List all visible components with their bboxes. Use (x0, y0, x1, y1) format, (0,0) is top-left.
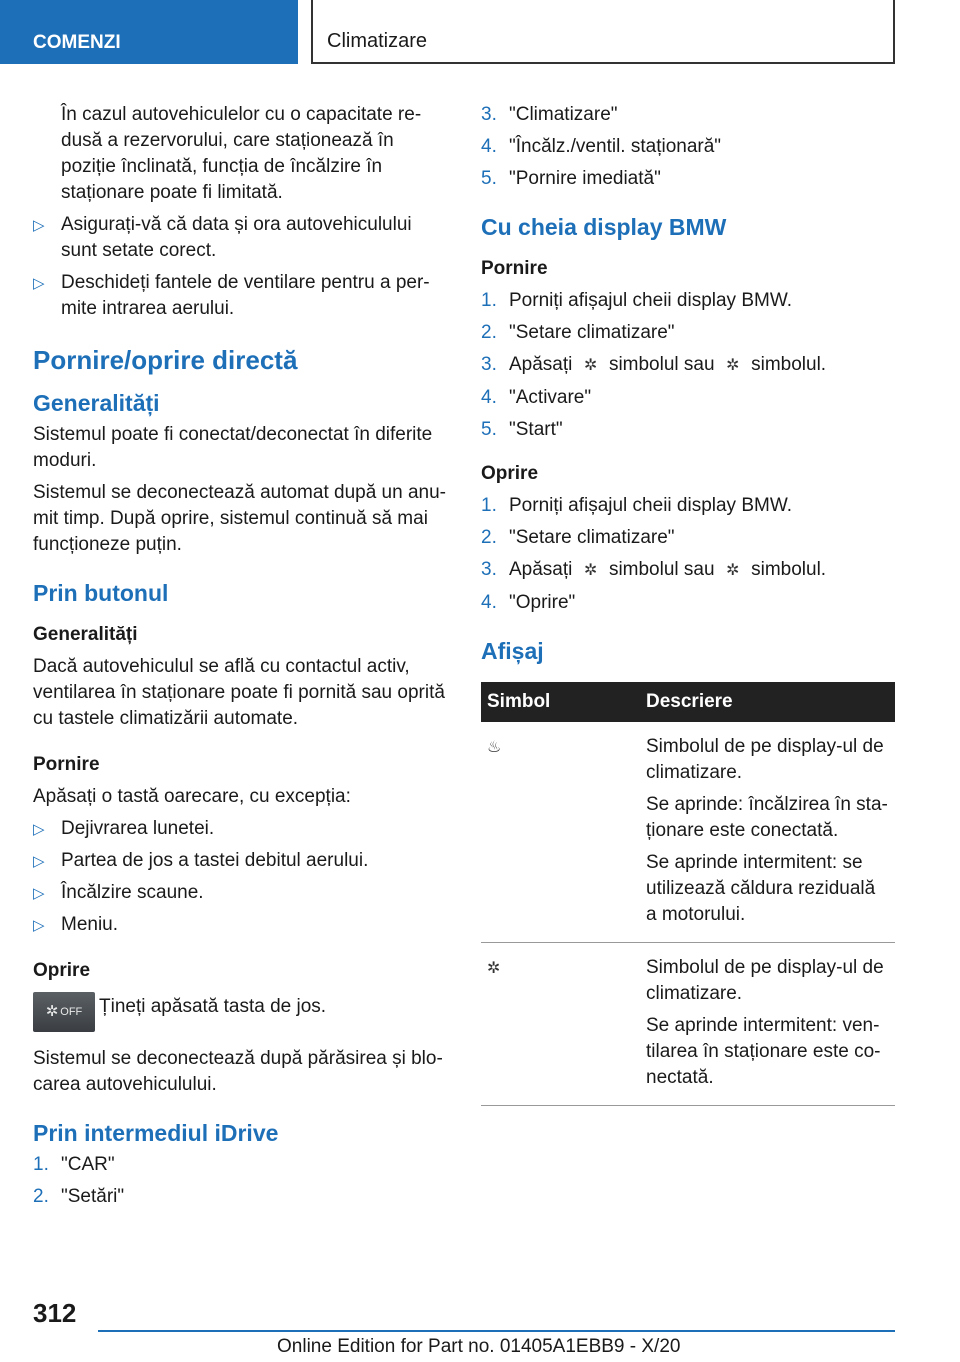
heading-generalitati: Generalități (33, 390, 160, 416)
page-number: 312 (33, 1298, 77, 1328)
column-header-simbol: Simbol (481, 682, 638, 722)
symbol-table (481, 682, 895, 1106)
fan-icon: ✲ (487, 960, 501, 977)
right-column (481, 102, 895, 1106)
triangle-bullet-icon: ▷ (33, 917, 45, 934)
list-item: ▷ Dejivrarea lunetei. (33, 816, 448, 842)
table-header-row (481, 682, 895, 722)
paragraph: Sistemul se deconectează automat după un anu-mit timp. După oprire, sistemul continuă să mai funcționeze puțin. (33, 482, 446, 555)
list-item: 1. "CAR" (33, 1154, 115, 1175)
off-button-row (33, 992, 448, 1032)
list-item: 4. "Încălz./ventil. staționară" (481, 136, 722, 157)
subheading-oprire: Oprire (33, 960, 91, 981)
subheading-pornire: Pornire (33, 754, 100, 775)
heading-idrive: Prin intermediul iDrive (33, 1120, 279, 1146)
symbol-cell (481, 943, 638, 1106)
description-cell: Simbolul de pe display-ul de climatizare. Se aprinde: încălzirea în sta-ționare este conectată. Se aprinde intermitent: se utilizează căldura reziduală a motorului. (638, 722, 895, 943)
off-label: OFF (60, 1006, 83, 1018)
subheading-oprire: Oprire (481, 463, 539, 484)
list-item: 2. "Setare climatizare" (481, 527, 675, 548)
triangle-bullet-icon: ▷ (33, 853, 45, 870)
fan-icon: ✲ (583, 562, 598, 579)
list-item: 3. Apăsați ✲ simbolul sau ✲ simbolul. (481, 352, 895, 379)
paragraph: Dacă autovehiculul se află cu contactul activ, ventilarea în staționare poate fi pornită sau oprită cu tastele climatizării automate. (33, 656, 445, 729)
paragraph: Sistemul se deconectează după părăsirea și blo-carea autovehiculului. (33, 1048, 443, 1095)
fan-icon: ✲ (45, 1003, 59, 1020)
page-title: Climatizare (311, 0, 895, 64)
list-item: 2. "Setări" (33, 1186, 125, 1207)
list-item: 5. "Pornire imediată" (481, 168, 661, 189)
heading-afisaj: Afișaj (481, 638, 544, 664)
list-item: ▷ Meniu. (33, 912, 448, 938)
list-item: 4. "Oprire" (481, 592, 576, 613)
left-column (33, 102, 448, 1216)
list-item: 3. "Climatizare" (481, 104, 618, 125)
heating-icon: ♨ (487, 739, 502, 756)
column-header-descriere: Descriere (638, 682, 895, 722)
list-item: ▷ Asigurați-vă că data și ora autovehiculului sunt setate corect. (33, 214, 412, 261)
list-item: ▷ Deschideți fantele de ventilare pentru a per-mite intrarea aerului. (33, 272, 430, 319)
description-cell: Simbolul de pe display-ul de climatizare. Se aprinde intermitent: ven-tilarea în staționare este co-nectată. (638, 943, 895, 1106)
intro-text: În cazul autovehiculelor cu o capacitate re-dusă a rezervorului, care staționează în poziție înclinată, funcția de încălzire în staționare poate fi limitată. (61, 104, 422, 203)
footer-edition: Online Edition for Part no. 01405A1EBB9 - X/20 (277, 1336, 681, 1357)
table-row (481, 943, 895, 1106)
list-item: 1. Porniți afișajul cheii display BMW. (481, 290, 792, 311)
heading-direct-start: Pornire/oprire directă (33, 345, 298, 375)
triangle-bullet-icon: ▷ (33, 275, 45, 292)
list-item: 5. "Start" (481, 419, 563, 440)
heading-display-key: Cu cheia display BMW (481, 214, 727, 240)
table-row (481, 722, 895, 943)
fan-icon: ✲ (583, 357, 598, 374)
list-item: ▷ Încălzire scaune. (33, 880, 448, 906)
paragraph: Țineți apăsată tasta de jos. (99, 996, 327, 1017)
fan-heat-icon: ✲ (726, 357, 740, 374)
triangle-bullet-icon: ▷ (33, 821, 45, 838)
heading-prin-butonul: Prin butonul (33, 580, 169, 606)
triangle-bullet-icon: ▷ (33, 217, 45, 234)
section-tab: COMENZI (0, 0, 298, 64)
list-item: 3. Apăsați ✲ simbolul sau ✲ simbolul. (481, 557, 895, 584)
list-item: ▷ Partea de jos a tastei debitul aerului. (33, 848, 448, 874)
symbol-cell (481, 722, 638, 943)
list-item: 4. "Activare" (481, 387, 592, 408)
subheading-generalitati: Generalități (33, 624, 138, 645)
fan-heat-icon: ✲ (726, 562, 740, 579)
paragraph: Sistemul poate fi conectat/deconectat în diferite moduri. (33, 424, 433, 471)
triangle-bullet-icon: ▷ (33, 885, 45, 902)
subheading-pornire: Pornire (481, 258, 548, 279)
fan-off-button-image (33, 992, 95, 1032)
list-item: 2. "Setare climatizare" (481, 322, 675, 343)
list-item: 1. Porniți afișajul cheii display BMW. (481, 495, 792, 516)
footer-divider (98, 1330, 895, 1332)
paragraph: Apăsați o tastă oarecare, cu excepția: (33, 786, 351, 807)
